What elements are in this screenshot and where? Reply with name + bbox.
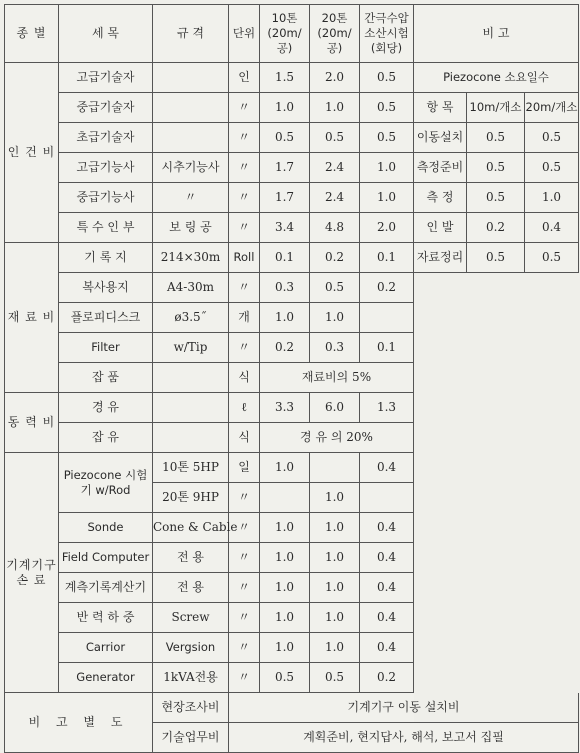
row-20ton: 1.0 [310,633,360,663]
row-20ton: 1.0 [310,93,360,123]
row-spec: 214×30m [153,243,229,273]
row-10ton: 0.5 [260,123,310,153]
row-10ton: 1.5 [260,63,310,93]
row-20ton: 1.0 [310,513,360,543]
header-unit: 단위 [229,5,260,63]
row-20ton: 2.4 [310,153,360,183]
header-20ton-line2: (20m/공) [317,26,352,55]
row-20ton: 0.2 [310,243,360,273]
row-10ton [260,483,310,513]
row-gap: 0.2 [360,663,414,693]
row-10ton: 0.3 [260,273,310,303]
cost-table [4,4,579,753]
row-item: Piezocone 시험기 w/Rod [59,453,153,513]
header-20ton-line1: 20톤 [321,11,348,25]
row-10ton: 1.0 [260,633,310,663]
header-gap-line2: 소산시험 [364,26,409,40]
category-other: 비 고 별 도 [5,693,153,753]
row-merged-note: 재료비의 5% [260,363,414,393]
row-item: 중급기능사 [59,183,153,213]
row-spec: Vergsion [153,633,229,663]
row-item: Filter [59,333,153,363]
row-unit: Roll [229,243,260,273]
row-20ton: 0.3 [310,333,360,363]
row-unit: ℓ [229,393,260,423]
category-labor: 인 건 비 [5,63,59,243]
row-item: 중급기술자 [59,93,153,123]
side-row-10m: 0.2 [467,213,525,243]
row-10ton: 1.0 [260,573,310,603]
row-20ton [310,453,360,483]
row-unit: 〃 [229,183,260,213]
side-row-10m: 0.5 [467,243,525,273]
row-spec [153,123,229,153]
row-10ton: 1.0 [260,603,310,633]
side-row-20m: 0.5 [525,243,579,273]
row-unit: 〃 [229,123,260,153]
row-spec: 1kVA전용 [153,663,229,693]
row-spec: 10톤 5HP [153,453,229,483]
header-item: 세 목 [59,5,153,63]
row-unit: 인 [229,63,260,93]
row-spec: 시추기능사 [153,153,229,183]
row-20ton: 1.0 [310,483,360,513]
row-unit: 〃 [229,213,260,243]
header-pore-pressure [360,5,414,63]
side-row-10m: 0.5 [467,123,525,153]
side-row-20m: 0.5 [525,153,579,183]
category-equipment-line2: 손 료 [16,572,47,587]
row-20ton: 0.5 [310,663,360,693]
category-material: 재 료 비 [5,243,59,393]
header-gap-line3: (회당) [370,41,403,55]
row-item: Field Computer [59,543,153,573]
other-label: 기술업무비 [153,723,229,753]
other-value: 기계기구 이동 설치비 [229,693,579,723]
row-unit: 식 [229,423,260,453]
row-gap [360,303,414,333]
side-row-20m: 1.0 [525,183,579,213]
row-10ton: 3.3 [260,393,310,423]
row-20ton: 1.0 [310,603,360,633]
side-col-item: 항 목 [414,93,467,123]
row-item: 초급기술자 [59,123,153,153]
row-10ton: 1.0 [260,543,310,573]
header-10ton [260,5,310,63]
row-spec [153,363,229,393]
row-gap: 0.4 [360,573,414,603]
row-gap [360,483,414,513]
side-row-10m: 0.5 [467,153,525,183]
category-equipment [5,453,59,693]
side-row-label: 측 정 [414,183,467,213]
row-spec: 20톤 9HP [153,483,229,513]
row-spec: ø3.5˝ [153,303,229,333]
row-unit: 〃 [229,513,260,543]
row-20ton: 1.0 [310,303,360,333]
row-10ton: 3.4 [260,213,310,243]
row-gap: 0.4 [360,513,414,543]
row-gap: 1.0 [360,153,414,183]
side-col-10m: 10m/개소 [467,93,525,123]
row-item: 복사용지 [59,273,153,303]
other-value: 계획준비, 현지답사, 해석, 보고서 집필 [229,723,579,753]
row-item: Generator [59,663,153,693]
row-gap: 0.2 [360,273,414,303]
row-unit: 식 [229,363,260,393]
row-merged-note: 경 유 의 20% [260,423,414,453]
row-10ton: 1.0 [260,93,310,123]
row-20ton: 2.0 [310,63,360,93]
side-row-20m: 0.4 [525,213,579,243]
row-unit: 〃 [229,633,260,663]
row-unit: 〃 [229,153,260,183]
row-item: 고급기술자 [59,63,153,93]
row-gap: 0.4 [360,633,414,663]
header-category: 종 별 [5,5,59,63]
row-item: 경 유 [59,393,153,423]
row-gap: 0.5 [360,63,414,93]
table-row [5,123,579,153]
row-spec: 보 링 공 [153,213,229,243]
row-20ton: 6.0 [310,393,360,423]
row-gap: 0.1 [360,333,414,363]
row-spec: 〃 [153,183,229,213]
header-gap-line1: 간극수압 [364,11,409,25]
row-unit: 일 [229,453,260,483]
side-table-title: Piezocone 소요일수 [414,63,579,93]
header-remarks: 비 고 [414,5,579,63]
table-row [5,153,579,183]
row-10ton: 1.0 [260,513,310,543]
row-gap: 1.3 [360,393,414,423]
row-item: Carrior [59,633,153,663]
row-spec: 전 용 [153,543,229,573]
row-item: 플로피디스크 [59,303,153,333]
row-unit: 개 [229,303,260,333]
row-10ton: 1.7 [260,153,310,183]
row-item: 잡 품 [59,363,153,393]
row-20ton: 4.8 [310,213,360,243]
row-gap: 0.5 [360,93,414,123]
row-10ton: 0.1 [260,243,310,273]
row-spec [153,393,229,423]
row-20ton: 0.5 [310,123,360,153]
row-unit: 〃 [229,333,260,363]
row-unit: 〃 [229,543,260,573]
row-gap: 2.0 [360,213,414,243]
row-item: 잡 유 [59,423,153,453]
side-row-label: 인 발 [414,213,467,243]
row-item: 계측기록계산기 [59,573,153,603]
header-10ton-line2: (20m/공) [267,26,302,55]
header-10ton-line1: 10톤 [271,11,298,25]
row-spec [153,63,229,93]
row-spec: Screw [153,603,229,633]
row-spec: 전 용 [153,573,229,603]
side-row-label: 측정준비 [414,153,467,183]
table-row [5,243,579,273]
row-unit: 〃 [229,603,260,633]
row-spec: Cone & Cable [153,513,229,543]
row-20ton: 1.0 [310,543,360,573]
side-row-10m: 0.5 [467,183,525,213]
row-10ton: 1.7 [260,183,310,213]
other-label: 현장조사비 [153,693,229,723]
table-row [5,63,579,93]
header-spec: 규 격 [153,5,229,63]
row-gap: 0.4 [360,543,414,573]
row-item: 기 록 지 [59,243,153,273]
row-10ton: 1.0 [260,453,310,483]
table-row [5,213,579,243]
header-row [5,5,579,63]
row-item: 고급기능사 [59,153,153,183]
table-row [5,93,579,123]
category-power: 동 력 비 [5,393,59,453]
header-20ton [310,5,360,63]
row-spec: A4-30m [153,273,229,303]
row-unit: 〃 [229,93,260,123]
row-20ton: 1.0 [310,573,360,603]
row-spec: w/Tip [153,333,229,363]
row-unit: 〃 [229,273,260,303]
row-item: 반 력 하 중 [59,603,153,633]
side-col-20m: 20m/개소 [525,93,579,123]
row-gap: 0.5 [360,123,414,153]
row-unit: 〃 [229,573,260,603]
row-spec [153,93,229,123]
row-gap: 0.4 [360,603,414,633]
row-unit: 〃 [229,663,260,693]
row-gap: 0.1 [360,243,414,273]
row-20ton: 0.5 [310,273,360,303]
table-row [5,273,579,303]
row-20ton: 2.4 [310,183,360,213]
row-10ton: 0.5 [260,663,310,693]
table-row [5,183,579,213]
row-10ton: 1.0 [260,303,310,333]
category-equipment-line1: 기계기구 [6,557,57,572]
side-row-label: 이동설치 [414,123,467,153]
side-row-20m: 0.5 [525,123,579,153]
row-item: Sonde [59,513,153,543]
row-spec [153,423,229,453]
side-row-label: 자료정리 [414,243,467,273]
row-item: 특 수 인 부 [59,213,153,243]
row-gap: 0.4 [360,453,414,483]
table-row [5,693,579,723]
row-unit: 〃 [229,483,260,513]
blank-area [414,273,579,723]
row-10ton: 0.2 [260,333,310,363]
row-gap: 1.0 [360,183,414,213]
